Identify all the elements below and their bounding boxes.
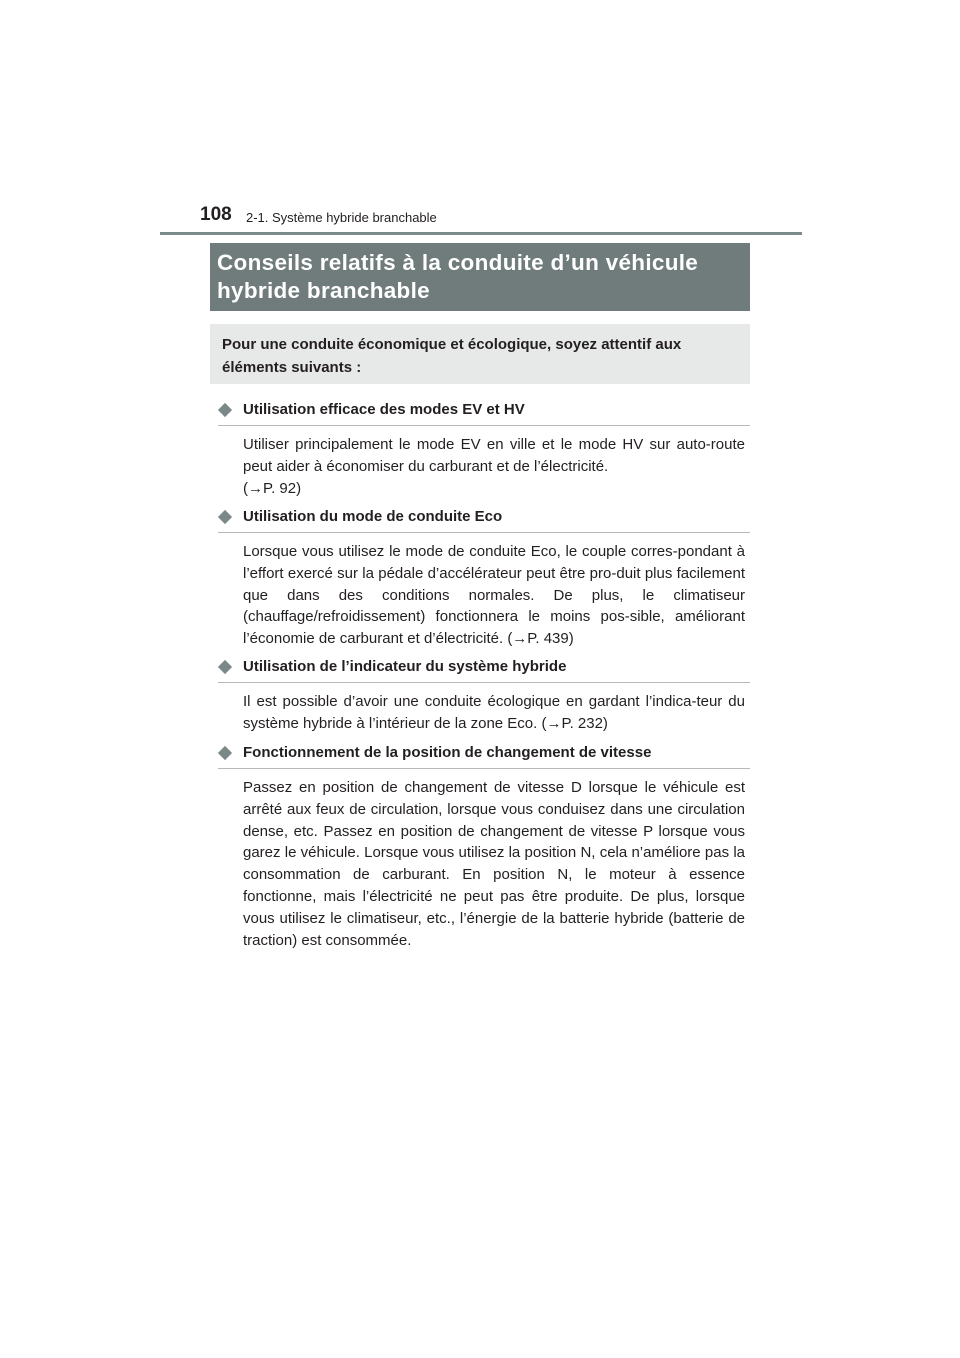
section-text: Passez en position de changement de vitesse D lorsque le véhicule est arrêté aux feux de circulation, lorsque vous conduisez dans une circulation dense, etc. Passez en position de changement de vitesse P lorsque vous garez le véhicule. Lorsque vous utilisez la position N, cela n’améliore pas la consommation de carburant. En position N, le moteur à essence fonctionne, mais l’électricité ne peut pas être produite. De plus, lorsque vous utilisez le climatiseur, etc., l’énergie de la batterie hybride (batterie de traction) est consommée. bbox=[243, 779, 745, 949]
page-reference[interactable]: (→P. 92) bbox=[243, 479, 302, 497]
section-title: Utilisation de l’indicateur du système hybride bbox=[243, 658, 567, 675]
section-body bbox=[243, 777, 745, 951]
page-title: Conseils relatifs à la conduite d’un véhicule hybride branchable bbox=[217, 250, 699, 303]
section-label: 2-1. Système hybride branchable bbox=[246, 210, 437, 225]
section-title: Utilisation efficace des modes EV et HV bbox=[243, 401, 525, 418]
section-hybrid-indicator bbox=[218, 657, 750, 735]
section-text: Lorsque vous utilisez le mode de conduite Eco, le couple corres-pondant à l’effort exercé sur la pédale d’accélérateur peut être pro-duit plus facilement que dans des conditions normales. De plus, le climatiseur (chauffage/refroidissement) fonctionnera le moins pos-sible, améliorant l’économie de carburant et d’électricité. bbox=[243, 543, 745, 648]
diamond-icon bbox=[218, 403, 232, 417]
section-body bbox=[243, 434, 745, 499]
section-body bbox=[243, 691, 745, 735]
section-heading bbox=[218, 657, 750, 683]
section-eco-mode bbox=[218, 507, 750, 650]
page-reference[interactable]: (→P. 232) bbox=[541, 714, 608, 732]
section-text: Il est possible d’avoir une conduite écologique en gardant l’indica-teur du système hybride à l’intérieur de la zone Eco. bbox=[243, 693, 745, 732]
title-banner bbox=[210, 243, 750, 311]
section-title: Fonctionnement de la position de changement de vitesse bbox=[243, 744, 652, 761]
page-number: 108 bbox=[200, 204, 232, 225]
section-ev-hv bbox=[218, 400, 750, 499]
section-heading bbox=[218, 400, 750, 426]
section-title: Utilisation du mode de conduite Eco bbox=[243, 508, 503, 525]
section-heading bbox=[218, 507, 750, 533]
intro-text: Pour une conduite économique et écologique, soyez attentif aux éléments suivants : bbox=[222, 336, 682, 376]
diamond-icon bbox=[218, 746, 232, 760]
diamond-icon bbox=[218, 510, 232, 524]
header-rule bbox=[160, 232, 802, 235]
section-text: Utiliser principalement le mode EV en ville et le mode HV sur auto-route peut aider à économiser du carburant et de l’électricité. bbox=[243, 436, 745, 475]
page-reference[interactable]: (→P. 439) bbox=[507, 630, 574, 648]
section-body bbox=[243, 541, 745, 650]
intro-box bbox=[210, 324, 750, 384]
section-shift-position bbox=[218, 743, 750, 951]
diamond-icon bbox=[218, 660, 232, 674]
section-heading bbox=[218, 743, 750, 769]
